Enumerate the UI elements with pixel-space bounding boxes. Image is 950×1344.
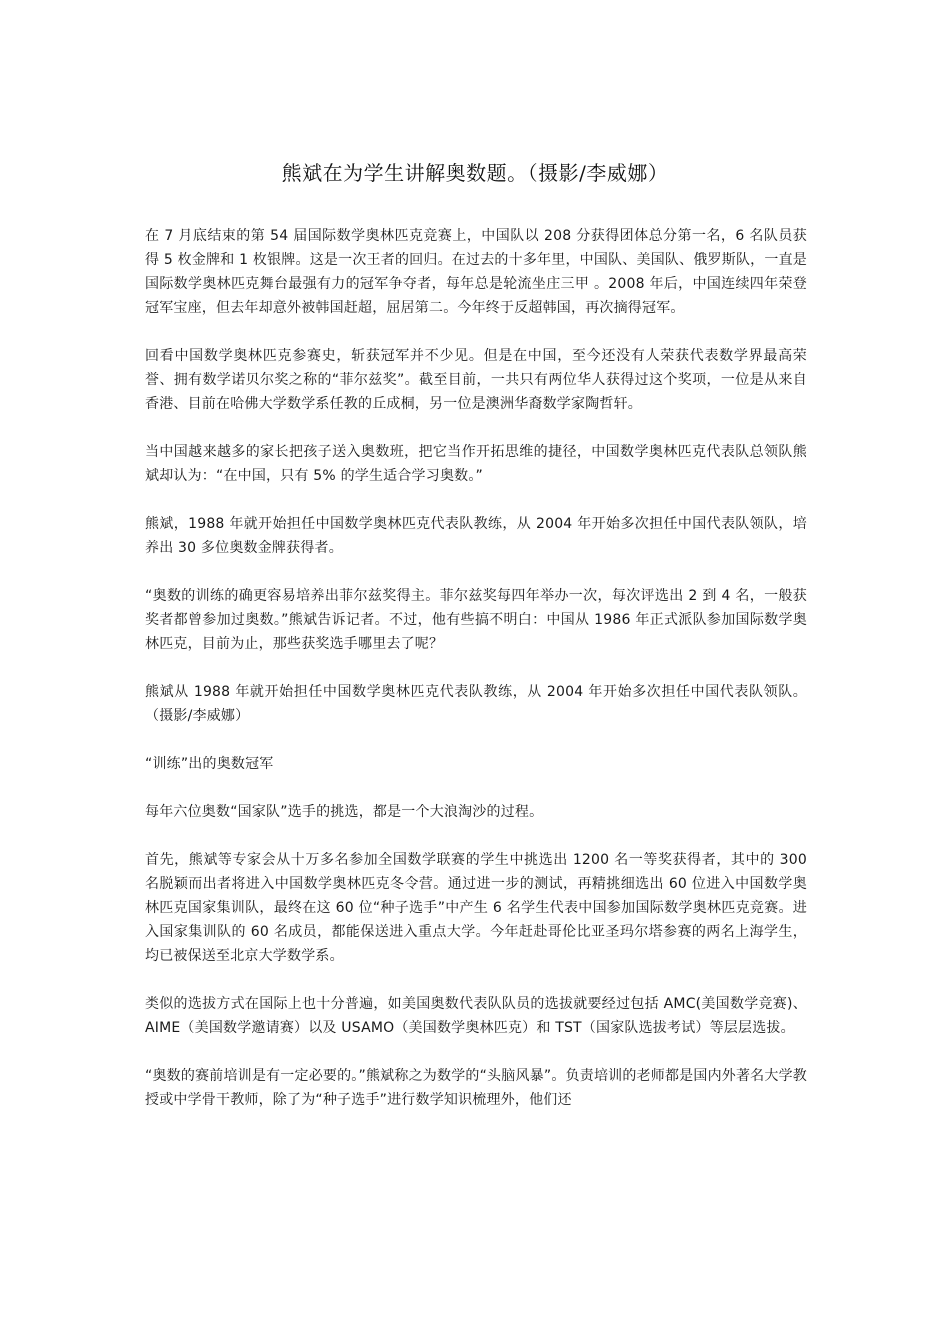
document-title: 熊斌在为学生讲解奥数题。（摄影/李威娜） [281, 161, 669, 185]
paragraph-quote-training: “奥数的训练的确更容易培养出菲尔兹奖得主。菲尔兹奖每四年举办一次，每次评选出 2 到 4 名，一般获奖者都曾参加过奥数。”熊斌告诉记者。不过，他有些搞不明白：中国从 1986 年正式派队参加国际数学奥林匹克，目前为止，那些获奖选手哪里去了呢？ [145, 588, 807, 652]
paragraph-selection-intro: 每年六位奥数“国家队”选手的挑选，都是一个大浪淘沙的过程。 [145, 804, 544, 820]
section-heading: “训练”出的奥数冠军 [145, 756, 274, 772]
paragraph-fields-medal: 回看中国数学奥林匹克参赛史，斩获冠军并不少见。但是在中国，至今还没有人荣获代表数学界最高荣誉、拥有数学诺贝尔奖之称的“菲尔兹奖”。截至目前，一共只有两位华人获得过这个奖项，一位是从来自香港、目前在哈佛大学数学系任教的丘成桐，另一位是澳洲华裔数学家陶哲轩。 [145, 348, 807, 412]
paragraph-imo-result: 在 7 月底结束的第 54 届国际数学奥林匹克竞赛上，中国队以 208 分获得团体总分第一名，6 名队员获得 5 枚金牌和 1 枚银牌。这是一次王者的回归。在过去的十多年里，中国队、美国队、俄罗斯队，一直是国际数学奥林匹克舞台最强有力的冠军争夺者，每年总是轮流坐庄三甲 。2008 年后，中国连续四年荣登冠军宝座，但去年却意外被韩国赶超，屈居第二。今年终于反超韩国，再次摘得冠军。 [145, 228, 807, 316]
paragraph-selection-process: 首先，熊斌等专家会从十万多名参加全国数学联赛的学生中挑选出 1200 名一等奖获得者，其中的 300 名脱颖而出者将进入中国数学奥林匹克冬令营。通过进一步的测试，再精挑细选出 60 位进入中国数学奥林匹克国家集训队，最终在这 60 位“种子选手”中产生 6 名学生代表中国参加国际数学奥林匹克竞赛。进入国家集训队的 60 名成员，都能保送进入重点大学。今年赶赴哥伦比亚圣玛尔塔参赛的两名上海学生，均已被保送至北京大学数学系。 [145, 852, 807, 964]
document-body [145, 224, 807, 1136]
paragraph-us-selection: 类似的选拔方式在国际上也十分普遍，如美国奥数代表队队员的选拔就要经过包括 AMC(美国数学竞赛)、AIME（美国数学邀请赛）以及 USAMO（美国数学奥林匹克）和 TST（国家队选拔考试）等层层选拔。 [145, 996, 807, 1036]
paragraph-photo-caption: 熊斌从 1988 年就开始担任中国数学奥林匹克代表队教练，从 2004 年开始多次担任中国代表队领队。（摄影/李威娜） [145, 684, 807, 724]
paragraph-parents: 当中国越来越多的家长把孩子送入奥数班，把它当作开拓思维的捷径，中国数学奥林匹克代表队总领队熊斌却认为：“在中国，只有 5% 的学生适合学习奥数。” [145, 444, 807, 484]
paragraph-xiong-bin-bio: 熊斌，1988 年就开始担任中国数学奥林匹克代表队教练，从 2004 年开始多次担任中国代表队领队，培养出 30 多位奥数金牌获得者。 [145, 516, 807, 556]
paragraph-brainstorm: “奥数的赛前培训是有一定必要的。”熊斌称之为数学的“头脑风暴”。负责培训的老师都是国内外著名大学教授或中学骨干教师，除了为“种子选手”进行数学知识梳理外，他们还 [145, 1068, 807, 1108]
